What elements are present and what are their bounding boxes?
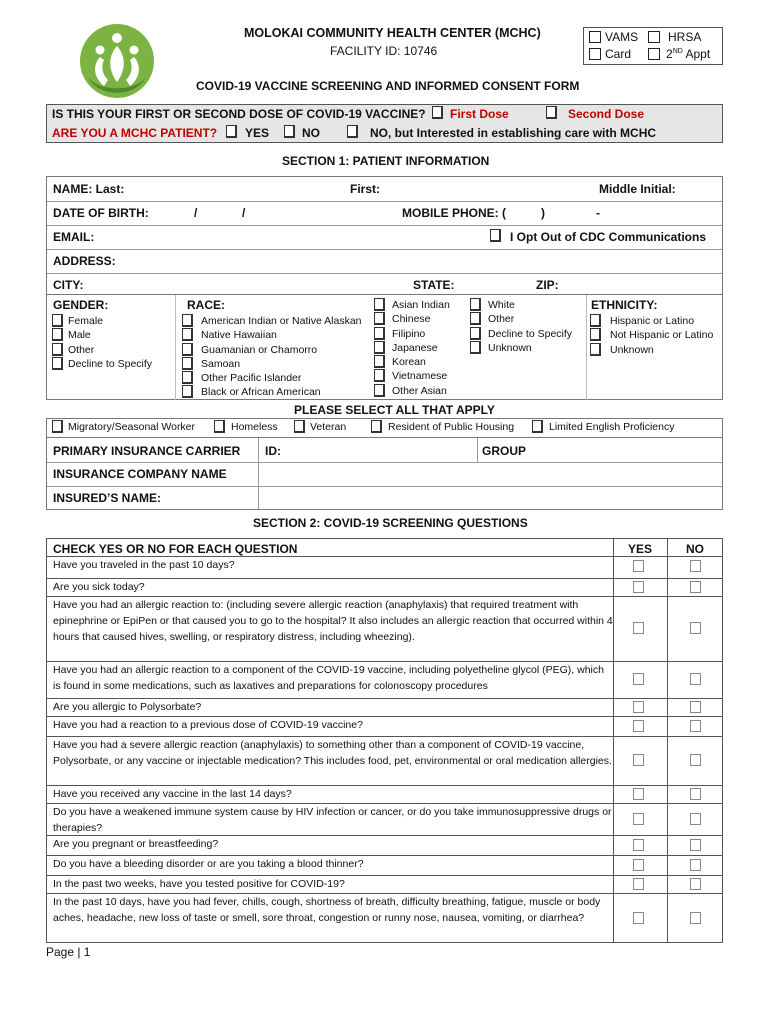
race-option: Decline to Specify (488, 327, 573, 340)
screening-question: Have you traveled in the past 10 days? (53, 559, 235, 571)
gender-option: Male (68, 329, 91, 342)
question-yes-checkbox[interactable] (633, 701, 644, 713)
state-label: STATE: (413, 278, 455, 292)
question-no-checkbox[interactable] (690, 839, 701, 851)
veteran-label: Veteran (310, 421, 347, 433)
gender-female-checkbox[interactable] (52, 314, 63, 327)
name-first-label: First: (350, 182, 380, 196)
question-no-checkbox[interactable] (690, 622, 701, 634)
ethnicity-checkbox[interactable] (590, 314, 601, 327)
race-option: Native Hawaiian (201, 329, 277, 342)
question-no-checkbox[interactable] (690, 859, 701, 871)
race-option: Korean (392, 356, 426, 369)
race-checkbox[interactable] (374, 369, 385, 382)
patient-no-label: NO (302, 126, 320, 140)
question-no-checkbox[interactable] (690, 754, 701, 766)
patient-yes-label: YES (245, 126, 270, 140)
card-label: Card (605, 47, 632, 61)
race-column-1 (182, 314, 372, 400)
question-yes-checkbox[interactable] (633, 673, 644, 685)
race-option: Black or African American (201, 386, 321, 399)
question-no-checkbox[interactable] (690, 581, 701, 593)
patient-interested-checkbox[interactable] (347, 125, 358, 138)
screening-question: Have you had a severe allergic reaction (anaphylaxis) to something other than a component of COVID-19 vaccine, Polysorbate, or any vaccine or injectable medication? This includes food, pet, environmental or oral medication allergies. (53, 739, 612, 767)
migratory-label: Migratory/Seasonal Worker (68, 421, 196, 433)
screening-question: Do you have a weakened immune system cause by HIV infection or cancer, or do you take immunosuppressive drugs or therapies? (53, 806, 612, 834)
ethnicity-option: Unknown (610, 343, 654, 356)
public-housing-label: Resident of Public Housing (388, 421, 515, 433)
gender-label: GENDER: (53, 298, 109, 312)
gender-male-checkbox[interactable] (52, 328, 63, 341)
page-number: Page | 1 (46, 945, 91, 959)
section1-title: SECTION 1: PATIENT INFORMATION (282, 154, 490, 168)
veteran-checkbox[interactable] (294, 420, 305, 433)
insurance-carrier-label: PRIMARY INSURANCE CARRIER (53, 444, 241, 458)
race-option: Japanese (392, 341, 438, 354)
screening-question: In the past 10 days, have you had fever, chills, cough, shortness of breath, difficulty breathing, fatigue, muscle or body aches, headache, new loss of taste or smell, sore throat, congestion or runny nose, nausea, vomiting, or diarrhea? (53, 896, 601, 924)
cdc-opt-out-label: I Opt Out of CDC Communications (510, 230, 706, 244)
second-dose-checkbox[interactable] (546, 106, 557, 119)
mobile-close-paren: ) (541, 206, 545, 220)
card-checkbox[interactable] (589, 48, 601, 60)
homeless-label: Homeless (231, 421, 278, 433)
name-last-label: NAME: Last: (53, 182, 125, 196)
race-checkbox[interactable] (182, 357, 193, 370)
dob-label: DATE OF BIRTH: (53, 206, 149, 220)
race-option: White (488, 299, 515, 311)
gender-option: Decline to Specify (68, 357, 153, 370)
question-no-checkbox[interactable] (690, 560, 701, 572)
gender-option: Other (68, 343, 95, 356)
race-option: Asian Indian (392, 299, 450, 311)
race-checkbox[interactable] (374, 298, 385, 311)
hrsa-checkbox[interactable] (648, 31, 660, 43)
race-label: RACE: (187, 298, 225, 312)
email-label: EMAIL: (53, 230, 95, 244)
vams-checkbox[interactable] (589, 31, 601, 43)
race-checkbox[interactable] (182, 343, 193, 356)
hrsa-label: HRSA (668, 30, 702, 44)
question-no-checkbox[interactable] (690, 813, 701, 825)
question-yes-checkbox[interactable] (633, 859, 644, 871)
race-column-3 (470, 298, 580, 355)
question-yes-checkbox[interactable] (633, 912, 644, 924)
ethnicity-option: Hispanic or Latino (610, 315, 695, 327)
ethnicity-checkbox[interactable] (590, 343, 601, 356)
screening-question: Are you pregnant or breastfeeding? (53, 838, 219, 850)
race-option: Chinese (392, 313, 431, 326)
patient-no-checkbox[interactable] (284, 125, 295, 138)
mobile-label: MOBILE PHONE: ( (402, 206, 506, 220)
race-column-2 (374, 298, 464, 398)
insured-name-label: INSURED’S NAME: (53, 491, 162, 505)
race-option: Guamanian or Chamorro (201, 343, 318, 356)
screening-question: Have you received any vaccine in the last 14 days? (53, 788, 292, 800)
ethnicity-checkbox[interactable] (590, 328, 601, 341)
race-option: Samoan (201, 357, 241, 370)
insurance-group-label: GROUP (482, 444, 527, 458)
dob-separator-1: / (194, 206, 198, 220)
mchc-logo (78, 22, 156, 100)
race-option: Other Pacific Islander (201, 372, 302, 385)
migratory-checkbox[interactable] (52, 420, 63, 433)
patient-question: ARE YOU A MCHC PATIENT? (52, 126, 218, 140)
city-label: CITY: (53, 278, 84, 292)
mobile-dash: - (596, 206, 600, 220)
race-checkbox[interactable] (374, 327, 385, 340)
address-label: ADDRESS: (53, 254, 116, 268)
question-yes-checkbox[interactable] (633, 839, 644, 851)
question-yes-checkbox[interactable] (633, 813, 644, 825)
race-checkbox[interactable] (470, 312, 481, 325)
dob-separator-2: / (242, 206, 246, 220)
race-option: Unknown (488, 341, 532, 354)
question-yes-checkbox[interactable] (633, 754, 644, 766)
question-no-checkbox[interactable] (690, 673, 701, 685)
race-checkbox[interactable] (182, 371, 193, 384)
question-yes-checkbox[interactable] (633, 720, 644, 732)
ethnicity-option: Not Hispanic or Latino (610, 329, 714, 342)
race-checkbox[interactable] (374, 312, 385, 325)
race-checkbox[interactable] (470, 341, 481, 354)
ethnicity-options (590, 314, 720, 357)
screening-question: Have you had an allergic reaction to: (including severe allergic reaction (anaphylaxis) that required treatment with epinephrine or EpiPen or that caused you to go to the hospital? It also includes an allergic reaction that occurred within 4 hours that caused hives, swelling, or respiratory distress, including wheezing). (53, 599, 613, 643)
race-option: Other Asian (392, 384, 447, 397)
screening-question: Are you sick today? (53, 581, 145, 593)
screening-question: Have you had a reaction to a previous dose of COVID-19 vaccine? (53, 719, 363, 731)
cdc-opt-out-checkbox[interactable] (490, 229, 501, 242)
race-checkbox[interactable] (182, 328, 193, 341)
race-option: Filipino (392, 327, 426, 340)
facility-id: FACILITY ID: 10746 (330, 44, 438, 58)
question-yes-checkbox[interactable] (633, 581, 644, 593)
insurance-company-label: INSURANCE COMPANY NAME (53, 467, 227, 481)
question-no-checkbox[interactable] (690, 788, 701, 800)
patient-yes-checkbox[interactable] (226, 125, 237, 138)
race-checkbox[interactable] (374, 341, 385, 354)
gender-options (52, 314, 162, 371)
question-no-checkbox[interactable] (690, 878, 701, 890)
zip-label: ZIP: (536, 278, 559, 292)
race-checkbox[interactable] (470, 298, 481, 311)
race-option: Other (488, 313, 515, 326)
org-name: MOLOKAI COMMUNITY HEALTH CENTER (MCHC) (244, 26, 541, 40)
yes-column-header: YES (628, 542, 653, 556)
patient-interested-label: NO, but Interested in establishing care with MCHC (370, 126, 657, 140)
form-title: COVID-19 VACCINE SCREENING AND INFORMED CONSENT FORM (196, 79, 580, 93)
limited-english-label: Limited English Proficiency (549, 421, 675, 433)
no-column-header: NO (686, 542, 704, 556)
screening-header: CHECK YES OR NO FOR EACH QUESTION (53, 542, 298, 556)
screening-question: In the past two weeks, have you tested positive for COVID-19? (53, 878, 345, 890)
section2-title: SECTION 2: COVID-19 SCREENING QUESTIONS (253, 516, 528, 530)
gender-other-checkbox[interactable] (52, 343, 63, 356)
question-yes-checkbox[interactable] (633, 878, 644, 890)
apply-title: PLEASE SELECT ALL THAT APPLY (294, 403, 495, 417)
public-housing-checkbox[interactable] (371, 420, 382, 433)
gender-option: Female (68, 315, 104, 327)
second-dose-label: Second Dose (568, 107, 645, 121)
second-appt-label: 2ND Appt (666, 47, 711, 61)
race-checkbox[interactable] (182, 385, 193, 398)
gender-decline-checkbox[interactable] (52, 357, 63, 370)
ethnicity-label: ETHNICITY: (591, 298, 658, 312)
race-option: American Indian or Native Alaskan (201, 315, 362, 327)
question-no-checkbox[interactable] (690, 720, 701, 732)
race-checkbox[interactable] (374, 355, 385, 368)
vams-label: VAMS (605, 30, 639, 44)
question-yes-checkbox[interactable] (633, 560, 644, 572)
first-dose-checkbox[interactable] (432, 106, 443, 119)
insurance-id-label: ID: (265, 444, 281, 458)
corner-box (583, 27, 723, 65)
race-option: Vietnamese (392, 370, 448, 383)
question-yes-checkbox[interactable] (633, 788, 644, 800)
screening-question: Are you allergic to Polysorbate? (53, 701, 202, 713)
limited-english-checkbox[interactable] (532, 420, 543, 433)
question-yes-checkbox[interactable] (633, 622, 644, 634)
screening-question: Do you have a bleeding disorder or are you taking a blood thinner? (53, 858, 364, 870)
question-no-checkbox[interactable] (690, 912, 701, 924)
race-checkbox[interactable] (182, 314, 193, 327)
first-dose-label: First Dose (450, 107, 509, 121)
race-checkbox[interactable] (470, 327, 481, 340)
question-no-checkbox[interactable] (690, 701, 701, 713)
screening-question: Have you had an allergic reaction to a component of the COVID-19 vaccine, including polyetheline glycol (PEG), which is found in some medications, such as laxatives and preparations for colonoscopy procedures (53, 664, 604, 692)
middle-initial-label: Middle Initial: (599, 182, 676, 196)
homeless-checkbox[interactable] (214, 420, 225, 433)
dose-question: IS THIS YOUR FIRST OR SECOND DOSE OF COVID-19 VACCINE? (52, 107, 426, 121)
race-checkbox[interactable] (374, 384, 385, 397)
second-appt-checkbox[interactable] (648, 48, 660, 60)
